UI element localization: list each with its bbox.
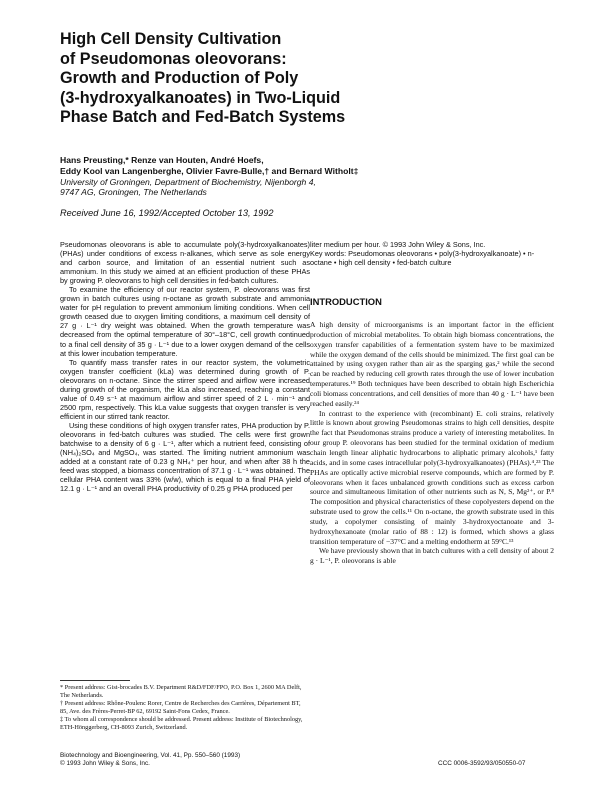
author-block <box>60 155 540 198</box>
key-words: Key words: Pseudomonas oleovorans • poly(3-hydroxyalkanoate) • n-octane • high cell density • fed-batch culture <box>310 249 535 268</box>
affiliation: 9747 AG, Groningen, The Netherlands <box>60 187 207 198</box>
title-line: Phase Batch and Fed-Batch Systems <box>60 108 346 126</box>
footnote: ‡ To whom all correspondence should be addressed. Present address: Institute of Biotechnology, ETH-Hönggerberg, CH-8093 Zurich, Switzerland. <box>60 715 303 731</box>
affiliation: University of Groningen, Department of Biochemistry, Nijenborgh 4, <box>60 176 316 187</box>
title-line: (3-hydroxyalkanoates) in Two-Liquid <box>60 88 341 107</box>
title-line: of Pseudomonas oleovorans: <box>60 49 287 68</box>
title-line: Growth and Production of Poly <box>60 69 299 87</box>
footnote: * Present address: Gist-brocades B.V. Department R&D/FDF/FPO, P.O. Box 1, 2600 MA Delft, The Netherlands. <box>60 684 302 699</box>
received-dates: Received June 16, 1992/Accepted October 13, 1992 <box>60 208 274 218</box>
section-heading: INTRODUCTION <box>310 296 382 307</box>
abstract-paragraph: Pseudomonas oleovorans is able to accumulate poly(3-hydroxyalkanoates) (PHAs) under conditions of excess n-alkanes, which serve as sole energy and carbon source, and limitation of an essential nutrient such as ammonium. In this study we aimed at an efficient production of these PHAs by growing P. oleovorans to high cell densities in fed-batch cultures. <box>60 240 310 286</box>
abstract-paragraph: Using these conditions of high oxygen transfer rates, PHA production by P. oleovorans in fed-batch cultures was studied. The cells were first grown batchwise to a density of 6 g · L⁻¹, after which a nutrient feed, consisting of (NH₄)₂SO₄ and MgSO₄, was started. The limiting nutrient ammonium was added at a constant rate of 0.23 g NH₄⁺ per hour, and when after 38 h the feed was stopped, a biomass concentration of 37.1 g · L⁻¹ was obtained. The cellular PHA content was 33% (w/w), which is equal to a final PHA yield of 12.1 g · L⁻¹ and an overall PHA productivity of 0.25 g PHA produced per <box>60 420 310 494</box>
journal-citation <box>60 752 240 768</box>
footnote-divider <box>60 680 130 681</box>
intro-paragraph: A high density of microorganisms is an important factor in the efficient production of microbial metabolites. To obtain high biomass concentrations, the oxygen transfer capabilities of a fermentation system have to be maximized while the oxygen demand of the cells should be minimized. The first goal can be attained by using oxygen rather than air as the sparging gas,² while the second can be reached by reducing cell growth rates through the use of lower incubation temperatures.¹⁹ Both techniques have been described to obtain high Escherichia coli biomass concentrations, and cell densities of more than 40 g · L⁻¹ have been reached easily.²⁴ <box>310 320 554 408</box>
author-names: Hans Preusting,* Renze van Houten, André Hoefs, <box>60 155 264 165</box>
paper-title <box>60 30 500 128</box>
journal-line: Biotechnology and Bioengineering, Vol. 41, Pp. 550–560 (1993) <box>60 752 241 759</box>
abstract <box>60 240 310 493</box>
abstract-continued-block <box>310 240 554 267</box>
title-line: High Cell Density Cultivation <box>60 30 282 48</box>
author-names: Eddy Kool van Langenberghe, Olivier Favre-Bulle,† and Bernard Witholt‡ <box>60 165 359 176</box>
ccc-code: CCC 0006-3592/93/050550-07 <box>438 760 526 767</box>
abstract-paragraph: To quantify mass transfer rates in our reactor system, the volumetric oxygen transfer coefficient (kLa) was determined during growth of P. oleovorans on n-octane. Since the stirrer speed and airflow were increased during growth of the organism, the kLa also increased, reaching a constant value of 0.49 s⁻¹ at maximum airflow and stirrer speed of 2 L · min⁻¹ and 2500 rpm, respectively. This kLa value suggests that oxygen transfer is very efficient in our stirred tank reactor. <box>60 357 310 421</box>
abstract-paragraph: To examine the efficiency of our reactor system, P. oleovorans was first grown in batch cultures using n-octane as growth substrate and ammonia water for pH regulation to prevent ammonium limiting conditions. When cell growth ceased due to oxygen limiting conditions, a maximum cell density of 27 g · L⁻¹ dry weight was obtained. When the growth temperature was decreased from the optimal temperature of 30°–18°C, cell growth continued to a final cell density of 35 g · L⁻¹ due to a lower oxygen demand of the cells at this lower incubation temperature. <box>60 285 310 358</box>
footnotes <box>60 684 304 731</box>
abstract-continued: liter medium per hour. © 1993 John Wiley & Sons, Inc. <box>310 240 486 249</box>
intro-paragraph: We have previously shown that in batch cultures with a cell density of about 2 g · L⁻¹, P. oleovorans is able <box>310 546 554 566</box>
introduction-text <box>310 320 554 566</box>
footnote: † Present address: Rhône-Poulenc Rorer, Centre de Recherches des Carrières, Département BT, 85, Ave. des Frères-Perret-BP 62, 69192 Saint-Fons Cedex, France. <box>60 699 301 715</box>
copyright-line: © 1993 John Wiley & Sons, Inc. <box>60 760 150 767</box>
intro-paragraph: In contrast to the experience with (recombinant) E. coli strains, relatively little is known about growing Pseudomonas strains to high cell densities, despite the fact that Pseudomonas strains produce a variety of interesting metabolites. In our group P. oleovorans has been studied for the terminal oxidation of medium chain length linear aliphatic hydrocarbons to aliphatic primary alcohols,¹ fatty acids, and in some cases intracellular poly(3-hydroxyalkanoates) (PHAs).⁴,²³ The PHAs are optically active microbial reserve compounds, which are formed by P. oleovorans when it faces unbalanced growth conditions such as excess carbon source and simultaneous limitation of other nutrients such as N, S, Mg²⁺, or P.⁸ The composition and physical characteristics of these copolyesters depend on the substrate used to grow the cells.¹¹ On n-octane, the growth substrate used in this study, a copolymer consisting of mainly 3-hydroxyoctanoate and 3-hydroxyhexanoate (molar ratio of 88 : 12) is formed, which shows a glass transition temperature of −37°C and a melting endotherm at 59°C.¹³ <box>310 408 554 546</box>
